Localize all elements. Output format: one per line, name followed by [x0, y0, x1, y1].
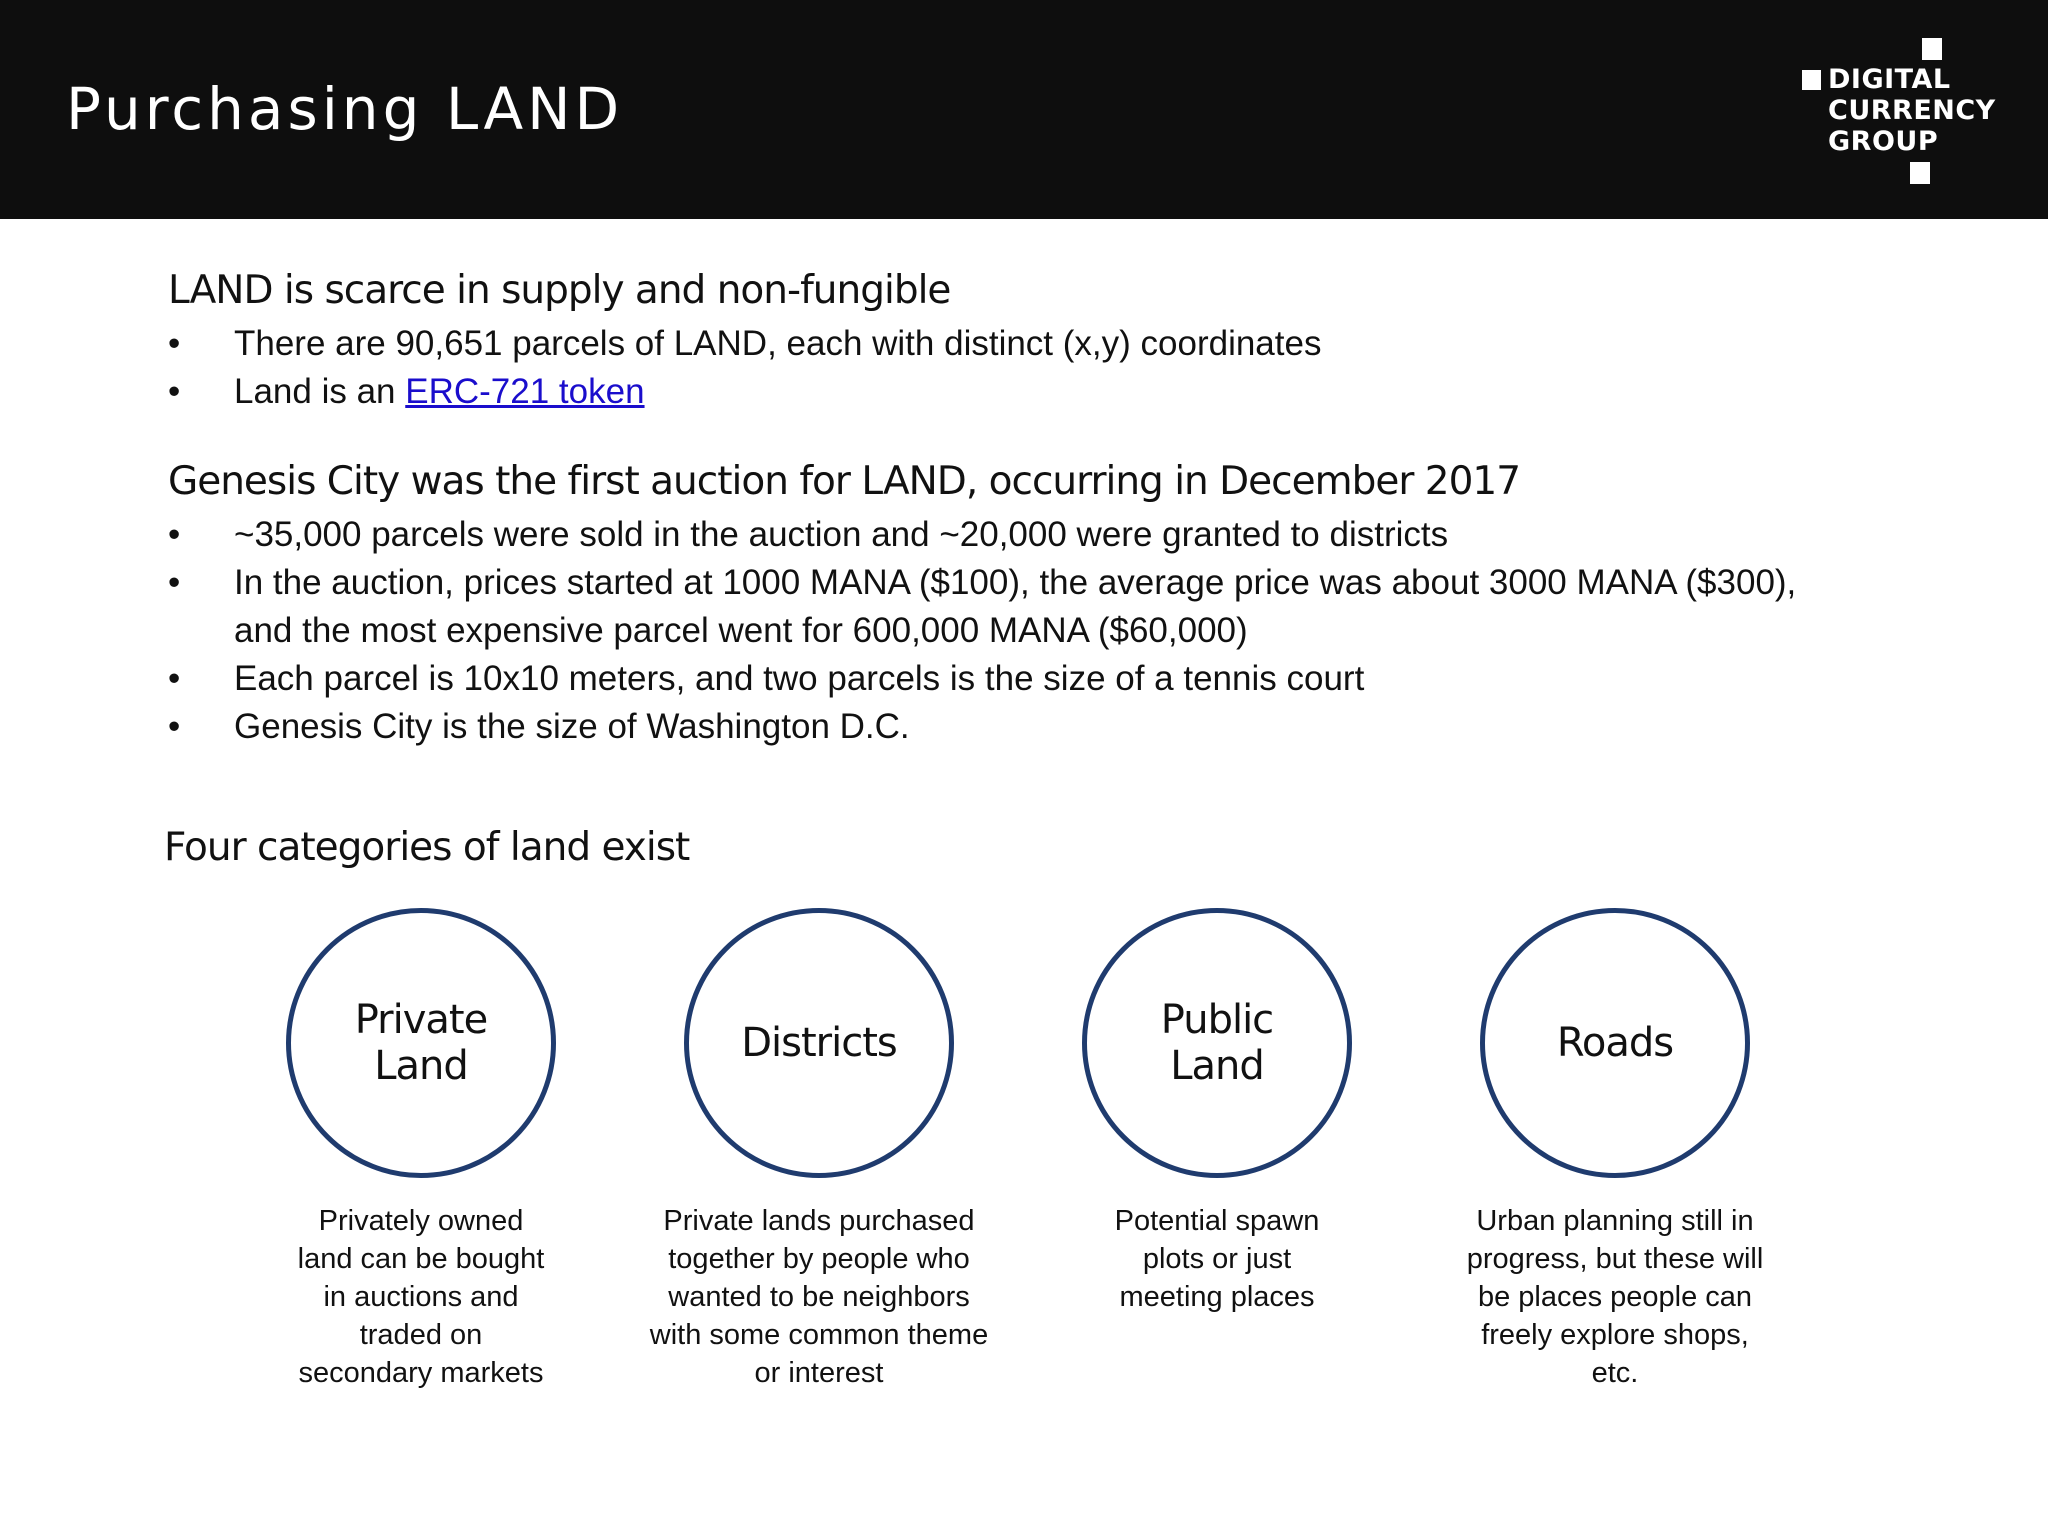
category-circle — [286, 908, 556, 1178]
bullet-icon: • — [168, 372, 181, 411]
bullet-icon: • — [168, 707, 181, 746]
list-item — [168, 703, 1796, 751]
category-circle — [684, 908, 954, 1178]
section-heading-categories: Four categories of land exist — [164, 825, 690, 870]
dcg-logo — [1798, 36, 2008, 186]
bullet-text: There are 90,651 parcels of LAND, each with distinct (x,y) coordinates — [234, 324, 1322, 363]
logo-square-left — [1802, 70, 1821, 90]
category-districts — [639, 908, 999, 1392]
page-title: Purchasing LAND — [66, 75, 624, 143]
bullet-text: ~35,000 parcels were sold in the auction and ~20,000 were granted to districts — [234, 515, 1449, 554]
section-heading-scarcity: LAND is scarce in supply and non-fungible — [168, 268, 951, 313]
logo-square-bottom — [1910, 162, 1930, 184]
category-description: Privately owned land can be bought in auctions and traded on secondary markets — [297, 1205, 545, 1389]
logo-wordmark — [1828, 64, 1996, 157]
logo-square-top — [1922, 38, 1942, 60]
category-description: Private lands purchased together by people who wanted to be neighbors with some common theme or interest — [649, 1205, 989, 1389]
bullet-text: and the most expensive parcel went for 600,000 MANA ($60,000) — [234, 611, 1248, 650]
list-item — [168, 368, 1321, 416]
category-name: Private Land — [354, 997, 488, 1089]
logo-line-2: CURRENCY — [1828, 95, 1996, 126]
logo-line-1: DIGITAL — [1828, 64, 1951, 95]
bullet-icon: • — [168, 515, 181, 554]
category-description: Urban planning still in progress, but these will be places people can freely explore shops, etc. — [1466, 1205, 1764, 1389]
list-item — [168, 559, 1796, 607]
bullet-icon: • — [168, 659, 181, 698]
bullet-text: In the auction, prices started at 1000 MANA ($100), the average price was about 3000 MANA ($300), — [234, 563, 1797, 602]
bullet-icon: • — [168, 324, 181, 363]
bullet-text: Each parcel is 10x10 meters, and two parcels is the size of a tennis court — [234, 659, 1365, 698]
list-item — [168, 511, 1796, 559]
bullet-text: Genesis City is the size of Washington D.C. — [234, 707, 910, 746]
genesis-bullet-list — [168, 511, 1796, 751]
erc721-link[interactable]: ERC-721 token — [405, 372, 645, 411]
category-private-land — [241, 908, 601, 1392]
list-item — [168, 607, 1796, 655]
section-heading-genesis-city: Genesis City was the first auction for LAND, occurring in December 2017 — [168, 459, 1521, 504]
logo-line-3: GROUP — [1828, 126, 1939, 157]
category-circle — [1082, 908, 1352, 1178]
list-item — [168, 320, 1321, 368]
bullet-icon: • — [168, 563, 181, 602]
category-name: Districts — [741, 1020, 897, 1066]
scarcity-bullet-list — [168, 320, 1321, 416]
category-circle — [1480, 908, 1750, 1178]
category-roads — [1435, 908, 1795, 1392]
category-name: Roads — [1556, 1020, 1674, 1066]
category-name: Public Land — [1160, 997, 1274, 1089]
list-item — [168, 655, 1796, 703]
category-description: Potential spawn plots or just meeting places — [1114, 1205, 1320, 1313]
header-bar — [0, 0, 2048, 219]
category-public-land — [1037, 908, 1397, 1316]
bullet-text: Land is an — [234, 372, 406, 411]
